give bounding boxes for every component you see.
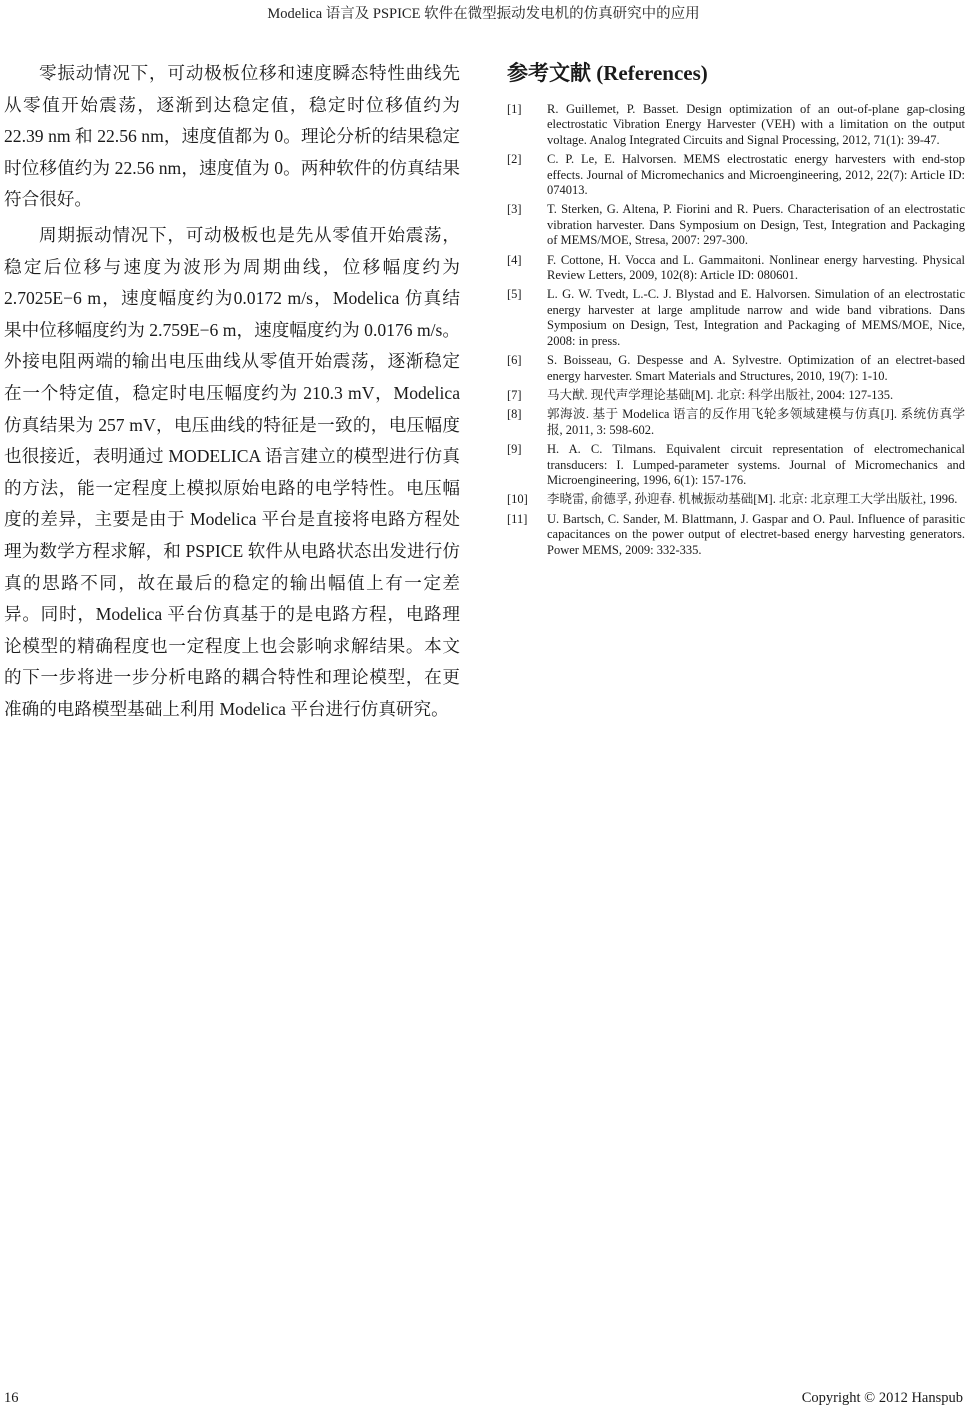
- reference-number: [4]: [507, 252, 522, 267]
- reference-text: 李晓雷, 俞德孚, 孙迎春. 机械振动基础[M]. 北京: 北京理工大学出版社, 1996.: [547, 492, 958, 507]
- copyright-notice: Copyright © 2012 Hanspub: [801, 1390, 963, 1406]
- body-paragraph: 周期振动情况下，可动极板也是先从零值开始震荡，稳定后位移与速度为波形为周期曲线，位移幅度约为2.7025E−6 m，速度幅度约为0.0172 m/s，Modelica 仿真结果中位移幅度约为 2.759E−6 m，速度幅度约为 0.0176 m/s。外接电阻两端的输出电压曲线从零值开始震荡，逐渐稳定在一个特定值，稳定时电压幅度约为 210.3 mV，Modelica 仿真结果为 257 mV，电压曲线的特征是一致的，电压幅度也很接近，表明通过 MODELICA 语言建立的模型进行仿真的方法，能一定程度上模拟原始电路的电学特性。电压幅度的差异，主要是由于 Modelica 平台是直接将电路方程处理为数学方程求解，和 PSPICE 软件从电路状态出发进行仿真的思路不同，故在最后的稳定的输出幅值上有一定差异。同时，Modelica 平台仿真基于的是电路方程，电路理论模型的精确程度也一定程度上也会影响求解结果。本文的下一步将进一步分析电路的耦合特性和理论模型，在更准确的电路模型基础上利用 Modelica 平台进行仿真研究。: [4, 224, 460, 719]
- page-number: 16: [4, 1390, 19, 1406]
- reference-number: [5]: [507, 287, 522, 302]
- reference-number: [3]: [507, 202, 522, 217]
- reference-number: [9]: [507, 442, 522, 457]
- reference-number: [10]: [507, 492, 528, 507]
- reference-text: R. Guillemet, P. Basset. Design optimization of an out-of-plane gap-closing electrostatic Vibration Energy Harvester (VEH) with a limitation on the output voltage. Analog Integrated Circuits and Signal Processing, 2012, 71(1): 39-47.: [547, 102, 965, 147]
- body-paragraph: 零振动情况下，可动极板位移和速度瞬态特性曲线先从零值开始震荡，逐渐到达稳定值，稳定时位移值约为 22.39 nm 和 22.56 nm，速度值都为 0。理论分析的结果稳定时位移值约为 22.56 nm，速度值为 0。两种软件的仿真结果符合很好。: [4, 63, 460, 210]
- reference-number: [8]: [507, 407, 522, 422]
- reference-number: [7]: [507, 387, 522, 402]
- reference-list: [507, 102, 965, 558]
- reference-text: U. Bartsch, C. Sander, M. Blattmann, J. Gaspar and O. Paul. Influence of parasitic capacitances on the power output of electret-based energy harvesting generators. Power MEMS, 2009: 332-335.: [547, 511, 965, 557]
- reference-item: [507, 152, 965, 198]
- reference-item: [507, 388, 965, 403]
- running-header: Modelica 语言及 PSPICE 软件在微型振动发电机的仿真研究中的应用: [267, 6, 700, 22]
- body-text-column: [4, 58, 460, 725]
- reference-item: [507, 407, 965, 438]
- references-heading: 参考文献 (References): [507, 61, 708, 85]
- reference-number: [2]: [507, 152, 522, 167]
- reference-item: [507, 512, 965, 558]
- reference-text: C. P. Le, E. Halvorsen. MEMS electrostatic energy harvesters with end-stop effects. Journal of Micromechanics and Microengineering, 2012, 22(7): Article ID: 074013.: [547, 152, 965, 198]
- reference-text: T. Sterken, G. Altena, P. Fiorini and R. Puers. Characterisation of an electrostatic vibration harvester. Dans Symposium on Design, Test, Integration and Packaging of MEMS/MOE, Stresa, 2007: 297-300.: [547, 202, 965, 248]
- reference-item: [507, 353, 965, 384]
- references-section: [507, 58, 965, 562]
- reference-text: F. Cottone, H. Vocca and L. Gammaitoni. Nonlinear energy harvesting. Physical Review Letters, 2009, 102(8): Article ID: 080601.: [547, 252, 965, 283]
- reference-text: L. G. W. Tvedt, L.-C. J. Blystad and E. Halvorsen. Simulation of an electrostatic energy harvester at large amplitude narrow and wide band vibrations. Dans Symposium on Design, Test, Integration and Packaging of MEMS/MOE, Nice, 2008: in press.: [547, 287, 965, 348]
- reference-item: [507, 442, 965, 488]
- reference-text: S. Boisseau, G. Despesse and A. Sylvestre. Optimization of an electret-based energy harvester. Smart Materials and Structures, 2010, 19(7): 1-10.: [547, 353, 965, 383]
- reference-text: 马大猷. 现代声学理论基础[M]. 北京: 科学出版社, 2004: 127-135.: [547, 387, 894, 402]
- reference-text: 郭海波. 基于 Modelica 语言的反作用飞轮多领域建模与仿真[J]. 系统仿真学报, 2011, 3: 598-602.: [547, 407, 965, 437]
- reference-text: H. A. C. Tilmans. Equivalent circuit representation of electromechanical transducers: I. Lumped-parameter systems. Journal of Micromechanics and Microengineering, 1996, 6(1): 157-176.: [547, 442, 965, 487]
- reference-number: [1]: [507, 102, 522, 116]
- reference-item: [507, 287, 965, 349]
- reference-item: [507, 102, 965, 148]
- reference-number: [6]: [507, 353, 522, 368]
- reference-number: [11]: [507, 511, 528, 526]
- reference-item: [507, 202, 965, 248]
- reference-item: [507, 253, 965, 284]
- reference-item: [507, 492, 965, 507]
